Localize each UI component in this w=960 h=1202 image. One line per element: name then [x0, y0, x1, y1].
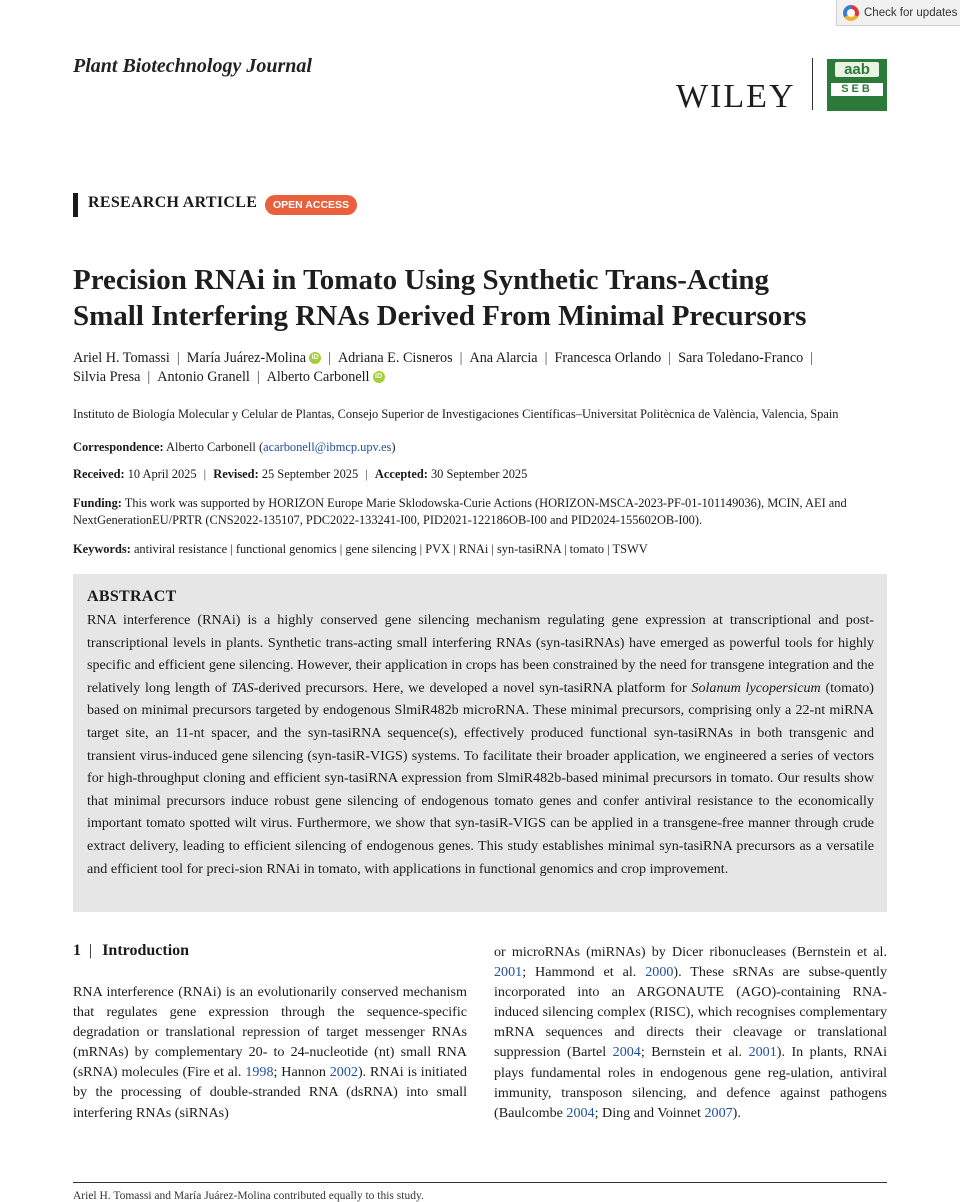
date-separator: | [365, 467, 368, 481]
article-title [73, 262, 893, 334]
intro-text: RNA interference (RNAi) is an evolutionarily conserved mechanism that regulates gene expression through the sequence-specific degradation or translational repression of target messenger RNAs (mRNAs) by complementary 20- to 24-nucleotide (nt) small RNA (sRNA) molecules (Fire et al. [73, 984, 467, 1081]
intro-text: ). RNAi is initiated by the processing of double-stranded RNA (dsRNA) into small interfering RNAs (siRNAs) [73, 1064, 467, 1121]
citation-link[interactable]: 2004 [566, 1104, 595, 1121]
citation-link[interactable]: 2001 [748, 1044, 777, 1061]
author-name[interactable]: Sara Toledano-Franco [678, 350, 804, 366]
author-name[interactable]: Antonio Granell [157, 369, 250, 385]
funding-line-1 [73, 495, 888, 512]
logo-divider [812, 58, 813, 110]
correspondence-label: Correspondence: [73, 440, 164, 454]
article-dates [73, 466, 888, 483]
abstract-italic: Solanum lycopersicum [691, 679, 821, 696]
intro-text: ; Bernstein et al. [640, 1044, 749, 1061]
citation-link[interactable]: 2004 [612, 1044, 641, 1061]
abstract-text-part: (tomato) based on minimal precursors targeted by endogenous SlmiR482b microRNA. These minimal precursors, comprising only a 22-nt miRNA target site, an 11-nt spacer, and the syn-tasiRNA sequence(s), effectively produced functional syn-tasiRNAs in both transgenic and transient virus-induced gene silencing (syn-tasiR-VIGS) systems. To facilitate their broader application, we engineered a series of vectors for high-throughput cloning and efficient syn-tasiRNA expression from SlmiR482b-based minimal precursors in tomato. Our results show that minimal precursors induce robust gene silencing of endogenous tomato genes and confer antiviral resistance to the economically important tomato spotted wilt virus. Furthermore, we show that syn-tasiR-VIGS can be applied in a transgene-free manner through crude extract delivery, leading to efficient silencing of endogenous genes. This study establishes minimal syn-tasiRNA precursors as a versatile and efficient tool for preci-sion RNAi in tomato, with applications in functional genomics and crop improvement. [87, 679, 874, 877]
intro-paragraph [494, 942, 887, 1123]
author-name[interactable]: Silvia Presa [73, 369, 141, 385]
funding-text: This work was supported by HORIZON Europe Marie Sklodowska-Curie Actions (HORIZON-MSCA-2023-PF-01-101149036), MCIN, AEI and [124, 496, 847, 510]
abstract-text-part: -derived precursors. Here, we developed a novel syn-tasiRNA platform for [253, 679, 692, 696]
citation-link[interactable]: 1998 [245, 1064, 274, 1081]
society-logo [827, 59, 887, 111]
intro-text: ; Ding and Voinnet [594, 1104, 705, 1121]
section-number: 1 [73, 942, 81, 959]
check-for-updates-label: Check for updates [864, 6, 958, 19]
author-list [73, 349, 903, 387]
author-separator: | [459, 350, 463, 366]
intro-text: ). In plants, RNAi plays fundamental roles in endogenous gene reg-ulation, antiviral immunity, transposon silencing, and defence against pathogens (Baulcombe [494, 1044, 888, 1121]
citation-link[interactable]: 2002 [329, 1064, 358, 1081]
correspondence [73, 439, 888, 456]
author-name[interactable]: Alberto Carbonell [266, 369, 370, 385]
abstract-text-part: RNA interference (RNAi) is a highly conserved gene silencing mechanism regulating gene expression at transcriptional and post-transcriptional levels in plants. Synthetic trans-acting small interfering RNAs (syn-tasiRNAs) have emerged as powerful tools for highly specific and efficient gene silencing. However, their application in crops has been constrained by the need for transgene integration and the relatively long length of [87, 612, 874, 696]
keywords-label: Keywords: [73, 542, 131, 556]
correspondence-email-link[interactable]: acarbonell@ibmcp.upv.es [263, 440, 392, 454]
wiley-logo: WILEY [676, 78, 796, 115]
keywords [73, 541, 888, 558]
journal-title: Plant Biotechnology Journal [73, 55, 312, 77]
funding-line-2: NextGenerationEU/PRTR (CNS2022-135107, PDC2022-133241-I00, PID2021-122186OB-I00 and PID2024-155602OB-I00). [73, 513, 703, 527]
article-type: RESEARCH ARTICLE [88, 194, 258, 211]
abstract-italic: TAS [231, 679, 254, 696]
author-line-1 [73, 349, 903, 368]
author-line-2 [73, 368, 903, 387]
accepted-label: Accepted: [374, 467, 428, 481]
citation-link[interactable]: 2007 [704, 1104, 733, 1121]
footnote-rule [73, 1182, 887, 1183]
intro-left-column [73, 982, 467, 1123]
author-separator: | [328, 350, 331, 366]
abstract-box [73, 574, 887, 912]
received-date: 10 April 2025 [127, 467, 197, 481]
author-name[interactable]: María Juárez-Molina [186, 350, 307, 366]
section-heading-introduction [73, 942, 189, 960]
check-for-updates-button[interactable] [836, 0, 960, 26]
section-separator: | [89, 942, 93, 959]
author-separator: | [147, 369, 151, 385]
revised-label: Revised: [213, 467, 259, 481]
author-separator: | [544, 350, 548, 366]
intro-text: ). These sRNAs are subse-quently incorporated into an ARGONAUTE (AGO)-containing RNA-induced silencing complex (RISC), which recognises complementary mRNA sequences and directs their cleavage or translational suppression (Bartel [494, 964, 887, 1061]
author-separator: | [176, 350, 180, 366]
crossmark-icon [843, 5, 859, 21]
author-separator: | [256, 369, 260, 385]
accepted-date: 30 September 2025 [430, 467, 528, 481]
intro-text: ; Hammond et al. [522, 964, 646, 981]
article-type-bar [73, 193, 78, 217]
citation-link[interactable]: 2001 [494, 964, 523, 981]
keywords-text: antiviral resistance | functional genomics | gene silencing | PVX | RNAi | syn-tasiRNA | tomato | TSWV [133, 542, 648, 556]
author-separator: | [810, 350, 814, 366]
orcid-icon[interactable]: iD [309, 352, 321, 364]
funding [73, 495, 888, 529]
intro-text: ). [732, 1104, 741, 1121]
received-label: Received: [73, 467, 125, 481]
author-name[interactable]: Ana Alarcia [469, 350, 538, 366]
citation-link[interactable]: 2000 [645, 964, 674, 981]
author-name[interactable]: Adriana E. Cisneros [337, 350, 453, 366]
title-line-1: Precision RNAi in Tomato Using Synthetic Trans-Acting [73, 264, 770, 296]
author-name[interactable]: Francesca Orlando [554, 350, 662, 366]
society-logo-aab: aab [835, 62, 879, 77]
intro-right-column [494, 942, 887, 1123]
date-separator: | [203, 467, 207, 481]
section-title: Introduction [102, 942, 190, 959]
open-access-badge: OPEN ACCESS [265, 195, 357, 215]
correspondence-name: Alberto Carbonell ( [166, 440, 264, 454]
funding-label: Funding: [73, 496, 122, 510]
abstract-heading: ABSTRACT [87, 588, 177, 605]
intro-text: or microRNAs (miRNAs) by Dicer ribonucleases (Bernstein et al. [494, 944, 887, 960]
society-logo-seb: SEB [831, 83, 883, 96]
footnote: Ariel H. Tomassi and María Juárez-Molina contributed equally to this study. [73, 1190, 424, 1202]
correspondence-close: ) [391, 440, 396, 454]
affiliation: Instituto de Biología Molecular y Celular de Plantas, Consejo Superior de Investigaciones Científicas–Universitat Politècnica de València, Valencia, Spain [73, 407, 839, 421]
intro-text: ; Hannon [273, 1064, 330, 1081]
orcid-icon[interactable]: iD [373, 371, 385, 383]
author-separator: | [668, 350, 672, 366]
author-name[interactable]: Ariel H. Tomassi [73, 350, 170, 366]
abstract-text [87, 609, 874, 880]
revised-date: 25 September 2025 [261, 467, 359, 481]
title-line-2: Small Interfering RNAs Derived From Minimal Precursors [73, 300, 807, 332]
intro-paragraph [73, 982, 467, 1123]
